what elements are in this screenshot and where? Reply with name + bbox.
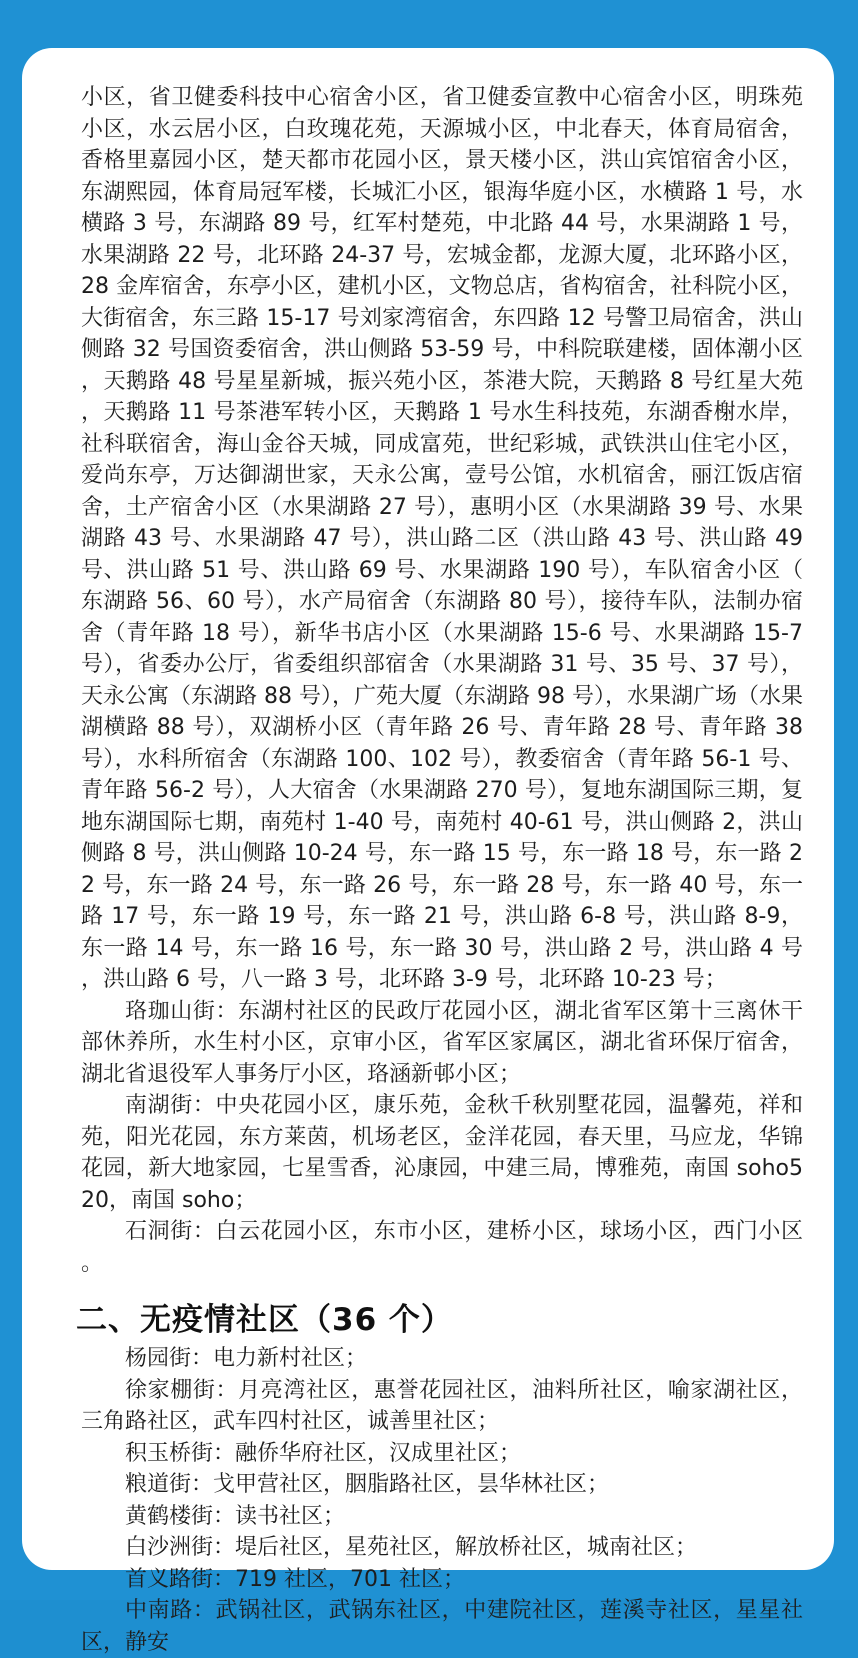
section2-paragraph-zhongnanlu: 中南路：武锅社区，武锅东社区，中建院社区，莲溪寺社区，星星社区，静安 (81, 1598, 803, 1655)
section1-paragraph-shidong: 石洞街：白云花园小区，东市小区，建桥小区，球场小区，西门小区。 (81, 1219, 803, 1276)
section2-paragraph-huanghelou: 黄鹤楼街：读书社区； (125, 1503, 346, 1529)
section1-paragraph-luojiashan: 珞珈山街：东湖村社区的民政厅花园小区，湖北省军区第十三离休干部休养所，水生村小区，京审小区，省军区家属区，湖北省环保厅宿舍，湖北省退役军人事务厅小区，珞涵新邨小区； (81, 998, 803, 1087)
section2-heading: 二、无疫情社区（36 个） (76, 1302, 453, 1338)
document-body (76, 82, 803, 1658)
section2-paragraph-xujiapeng: 徐家棚街：月亮湾社区，惠誉花园社区，油料所社区，喻家湖社区，三角路社区，武车四村社区，诚善里社区； (81, 1377, 803, 1434)
section2-paragraph-shouyilu: 首义路街：719 社区，701 社区； (125, 1566, 465, 1592)
section2-paragraph-baishazhou: 白沙洲街：堤后社区，星苑社区，解放桥社区，城南社区； (125, 1535, 698, 1560)
section2-paragraph-jiyuqiao: 积玉桥街：融侨华府社区，汉成里社区； (125, 1440, 522, 1466)
section1-paragraph-nanhu: 南湖街：中央花园小区，康乐苑，金秋千秋别墅花园，温馨苑，祥和苑，阳光花园，东方莱茵，机场老区，金洋花园，春天里，马应龙，华锦花园，新大地家园，七星雪香，沁康园，中建三局，博雅苑，南国 soho520，南国 soho； (81, 1093, 803, 1213)
section1-paragraph-continued: 小区，省卫健委科技中心宿舍小区，省卫健委宣教中心宿舍小区，明珠苑小区，水云居小区，白玫瑰花苑，天源城小区，中北春天，体育局宿舍，香格里嘉园小区，楚天都市花园小区，景天楼小区，洪山宾馆宿舍小区，东湖熙园，体育局冠军楼，长城汇小区，银海华庭小区，水横路 1 号，水横路 3 号，东湖路 89 号，红军村楚苑，中北路 44 号，水果湖路 1 号，水果湖路 22 号，北环路 24-37 号，宏城金都，龙源大厦，北环路小区，28 金库宿舍，东亭小区，建机小区，文物总店，省构宿舍，社科院小区，大街宿舍，东三路 15-17 号刘家湾宿舍，东四路 12 号警卫局宿舍，洪山侧路 32 号国资委宿舍，洪山侧路 53-59 号，中科院联建楼，固体潮小区，天鹅路 48 号星星新城，振兴苑小区，茶港大院，天鹅路 8 号红星大苑，天鹅路 11 号茶港军转小区，天鹅路 1 号水生科技苑，东湖香榭水岸，社科联宿舍，海山金谷天城，同成富苑，世纪彩城，武铁洪山住宅小区，爱尚东亭，万达御湖世家，天永公寓，壹号公馆，水机宿舍，丽江饭店宿舍，土产宿舍小区（水果湖路 27 号），惠明小区（水果湖路 39 号、水果湖路 43 号、水果湖路 47 号），洪山路二区（洪山路 43 号、洪山路 49 号、洪山路 51 号、洪山路 69 号、水果湖路 190 号），车队宿舍小区（东湖路 56、60 号），水产局宿舍（东湖路 80 号），接待车队，法制办宿舍（青年路 18 号），新华书店小区（水果湖路 15-6 号、水果湖路 15-7 号），省委办公厅，省委组织部宿舍（水果湖路 31 号、35 号、37 号），天永公寓（东湖路 88 号），广苑大厦（东湖路 98 号），水果湖广场（水果湖横路 88 号），双湖桥小区（青年路 26 号、青年路 28 号、青年路 38 号），水科所宿舍（东湖路 100、102 号），教委宿舍（青年路 56-1 号、青年路 56-2 号），人大宿舍（水果湖路 270 号），复地东湖国际三期，复地东湖国际七期，南苑村 1-40 号，南苑村 40-61 号，洪山侧路 2，洪山侧路 8 号，洪山侧路 10-24 号，东一路 15 号，东一路 18 号，东一路 22 号，东一路 24 号，东一路 26 号，东一路 28 号，东一路 40 号，东一路 17 号，东一路 19 号，东一路 21 号，洪山路 6-8 号，洪山路 8-9，东一路 14 号，东一路 16 号，东一路 30 号，洪山路 2 号，洪山路 4 号，洪山路 6 号，八一路 3 号，北环路 3-9 号，北环路 10-23 号； (81, 85, 803, 992)
section2-paragraph-liangdao: 粮道街：戈甲营社区，胭脂路社区，昙华林社区； (125, 1472, 610, 1497)
document-card (22, 48, 834, 1655)
section2-paragraph-yangyuan: 杨园街：电力新村社区； (125, 1346, 368, 1371)
